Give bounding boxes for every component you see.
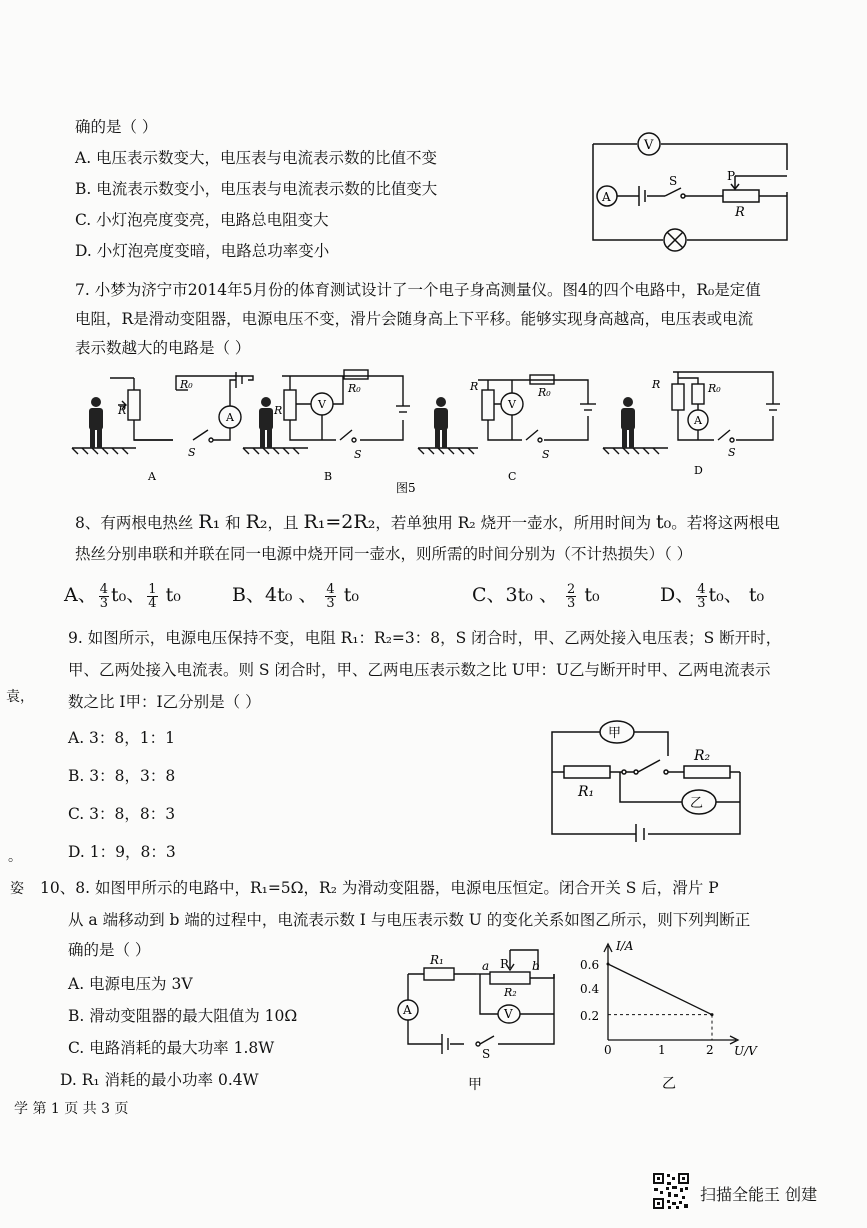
q8-d-frac <box>696 583 706 610</box>
q8-a-label: A、 <box>64 584 97 606</box>
q7-figure-caption: 图5 <box>396 481 416 495</box>
q8-line-1 <box>75 512 780 533</box>
q9-r2-label: R₂ <box>694 748 711 764</box>
q10-graph <box>576 940 776 1090</box>
q7-a-r0-label: R₀ <box>180 378 193 391</box>
frac-num: 4 <box>697 581 706 597</box>
margin-mark-2: 。 <box>8 849 22 865</box>
q7-line-3: 表示数越大的电路是（ ） <box>75 339 251 357</box>
q6-rheostat-label: R <box>735 205 745 220</box>
q7-d-r0-label: R₀ <box>708 382 721 395</box>
q7-a-caption: A <box>148 470 156 483</box>
q6-switch-label: S <box>669 174 678 188</box>
q9-line-2: 甲、乙两处接入电流表。则 S 闭合时，甲、乙两电压表示数之比 U甲：U乙与断开时甲、乙两电流表示 <box>68 661 771 679</box>
q8-c-t: t₀ <box>517 584 533 606</box>
q8-t0: t₀ <box>656 511 672 533</box>
q7-a-meter-label: A <box>226 411 234 424</box>
frac-den: 3 <box>99 595 109 611</box>
q10-circuit-diagram <box>394 944 564 1094</box>
q8-r1: R₁ <box>198 511 221 533</box>
person-icon <box>434 397 448 448</box>
q10-r2-label: R₂ <box>504 986 517 999</box>
frac-num: 4 <box>326 581 335 597</box>
q8-option-a <box>64 580 181 610</box>
scanner-watermark: 扫描全能王 创建 <box>700 1185 818 1204</box>
q6-stem-end: 确的是（ ） <box>75 118 158 136</box>
q7-b-s-label: S <box>354 448 362 461</box>
q6-option-d: D. 小灯泡亮度变暗，电路总功率变小 <box>75 242 330 260</box>
q10-line-1: 10、8. 如图甲所示的电路中，R₁=5Ω，R₂ 为滑动变阻器，电源电压恒定。闭合开关 S 后，滑片 P <box>40 879 719 897</box>
q8-b-frac <box>325 583 335 610</box>
q10-option-a: A. 电源电压为 3V <box>68 975 193 993</box>
q10-ytick-0.6: 0.6 <box>580 958 600 972</box>
q10-p-label: P <box>500 957 509 971</box>
q6-slider-label: P <box>727 169 736 183</box>
q9-r1-label: R₁ <box>578 784 595 800</box>
q7-c-r0-label: R₀ <box>538 386 551 399</box>
q10-switch-label: S <box>482 1047 491 1061</box>
q7-c-s-label: S <box>542 448 550 461</box>
person-icon <box>89 397 103 448</box>
q8-a-t2: t₀ <box>165 584 181 606</box>
q10-ytick-0.2: 0.2 <box>580 1009 600 1023</box>
frac-den: 3 <box>697 595 706 611</box>
q9-option-a: A. 3：8，1：1 <box>68 729 175 747</box>
q7-d-s-label: S <box>728 446 736 459</box>
q8-option-d <box>660 580 764 610</box>
person-icon <box>621 397 635 448</box>
q8-d-t: t₀ <box>708 584 724 606</box>
q10-voltmeter-label: V <box>504 1007 513 1021</box>
person-icon <box>259 397 273 448</box>
q7-line-2: 电阻，R是滑动变阻器，电源电压不变，滑片会随身高上下平移。能够实现身高越高，电压表或电流 <box>75 310 754 328</box>
q10-data-point <box>711 1013 714 1016</box>
q8-d-t2: t₀ <box>748 584 765 606</box>
q10-series-line <box>608 964 712 1015</box>
q10-xtick-2: 2 <box>706 1043 714 1057</box>
q9-jia-label: 甲 <box>608 726 622 741</box>
q10-r1-label: R₁ <box>430 953 444 967</box>
q10-line-2: 从 a 端移动到 b 端的过程中，电流表示数 I 与电压表示数 U 的变化关系如图乙所示，则下列判断正 <box>68 911 751 929</box>
q9-line-1: 9. 如图所示，电源电压保持不变，电阻 R₁：R₂=3：8，S 闭合时，甲、乙两处接入电压表；S 断开时， <box>68 629 782 647</box>
frac-num: 4 <box>99 581 109 597</box>
q6-option-b: B. 电流表示数变小，电压表与电流表示数的比值变大 <box>75 180 438 198</box>
q10-data-point <box>607 963 610 966</box>
q7-a-s-label: S <box>188 446 196 459</box>
qr-code-icon <box>652 1172 690 1210</box>
q10-right-caption: 乙 <box>662 1076 676 1092</box>
q7-b-meter-label: V <box>318 398 326 411</box>
q8-c-sep: 、 <box>532 584 558 606</box>
q10-xtick-0: 0 <box>604 1043 612 1057</box>
q7-figure <box>68 368 808 498</box>
q8-mid: ，且 <box>267 514 304 532</box>
q9-circuit-diagram <box>548 716 748 841</box>
q6-voltmeter-label: V <box>644 138 654 153</box>
q8-and: 和 <box>220 514 246 532</box>
frac-den: 4 <box>148 595 157 611</box>
margin-mark-3: 姿 <box>10 881 24 897</box>
q7-d-meter-label: A <box>694 414 702 427</box>
frac-num: 1 <box>148 581 157 597</box>
q8-option-b <box>232 580 359 610</box>
q9-line-3: 数之比 I甲：I乙分别是（ ） <box>68 693 261 711</box>
q9-option-b: B. 3：8，3：8 <box>68 767 176 785</box>
q7-c-meter-label: V <box>508 398 516 411</box>
q8-a-t: t₀ <box>111 584 127 606</box>
q10-xtick-1: 1 <box>658 1043 666 1057</box>
frac-den: 3 <box>326 595 335 611</box>
q8-c-t2: t₀ <box>584 584 600 606</box>
q7-b-r0-label: R₀ <box>348 382 361 395</box>
q8-text-pre: 8、有两根电热丝 <box>75 514 199 532</box>
q8-option-c <box>472 580 600 610</box>
q10-a-end-label: a <box>482 959 490 973</box>
q8-d-label: D、 <box>660 584 695 606</box>
q8-r2: R₂ <box>245 511 268 533</box>
q7-c-caption: C <box>508 470 517 483</box>
q10-left-caption: 甲 <box>468 1077 482 1093</box>
q10-option-c: C. 电路消耗的最大功率 1.8W <box>68 1039 275 1057</box>
q8-a-frac1 <box>99 583 109 610</box>
q7-d-caption: D <box>694 464 703 477</box>
q10-option-b: B. 滑动变阻器的最大阻值为 10Ω <box>68 1007 298 1025</box>
q8-line-2: 热丝分别串联和并联在同一电源中烧开同一壶水，则所需的时间分别为（不计热损失）（ ） <box>75 545 693 563</box>
frac-num: 2 <box>567 581 576 597</box>
q10-ylabel: I/A <box>616 939 634 953</box>
q6-option-a: A. 电压表示数变大，电压表与电流表示数的比值不变 <box>75 149 438 167</box>
q7-b-r-label: R <box>274 404 283 417</box>
q9-option-d: D. 1：9，8：3 <box>68 843 176 861</box>
q10-ytick-0.4: 0.4 <box>580 982 600 996</box>
q6-option-c: C. 小灯泡亮度变亮，电路总电阻变大 <box>75 211 329 229</box>
q6-circuit-diagram <box>585 128 805 248</box>
q9-option-c: C. 3：8，8：3 <box>68 805 176 823</box>
margin-mark-1: 袁， <box>6 689 34 705</box>
q8-b-sep: 、 <box>292 584 318 606</box>
q9-yi-label: 乙 <box>690 796 704 811</box>
q7-line-1: 7. 小梦为济宁市2014年5月份的体育测试设计了一个电子身高测量仪。图4的四个电路中，R₀是定值 <box>75 281 761 299</box>
q6-ammeter-label: A <box>602 190 611 204</box>
q7-d-r-label: R <box>652 378 661 391</box>
frac-den: 3 <box>567 595 576 611</box>
q8-b-t: t₀ <box>277 584 293 606</box>
q10-xlabel: U/V <box>734 1044 757 1058</box>
q8-a-frac2 <box>147 583 157 610</box>
q8-c-frac <box>566 583 576 610</box>
q8-d-sep: 、 <box>723 584 743 606</box>
q8-text-post: ，若单独用 R₂ 烧开一壶水，所用时间为 <box>375 514 656 532</box>
q10-option-d: D. R₁ 消耗的最小功率 0.4W <box>60 1071 259 1089</box>
page-footer: 学 第 1 页 共 3 页 <box>14 1101 129 1117</box>
q10-b-end-label: b <box>532 959 540 973</box>
q10-line-3: 确的是（ ） <box>68 941 151 959</box>
q8-equation: R₁=2R₂ <box>303 511 376 533</box>
q8-text-end: 。若将这两根电 <box>671 514 780 532</box>
q7-b-caption: B <box>324 470 333 483</box>
q8-b-label: B、4 <box>232 584 278 606</box>
q8-b-t2: t₀ <box>343 584 360 606</box>
q8-c-label: C、3 <box>472 584 518 606</box>
q7-a-r-label: R <box>118 404 127 417</box>
q7-c-r-label: R <box>470 380 479 393</box>
q8-a-sep: 、 <box>126 584 146 606</box>
q10-ammeter-label: A <box>403 1003 412 1017</box>
